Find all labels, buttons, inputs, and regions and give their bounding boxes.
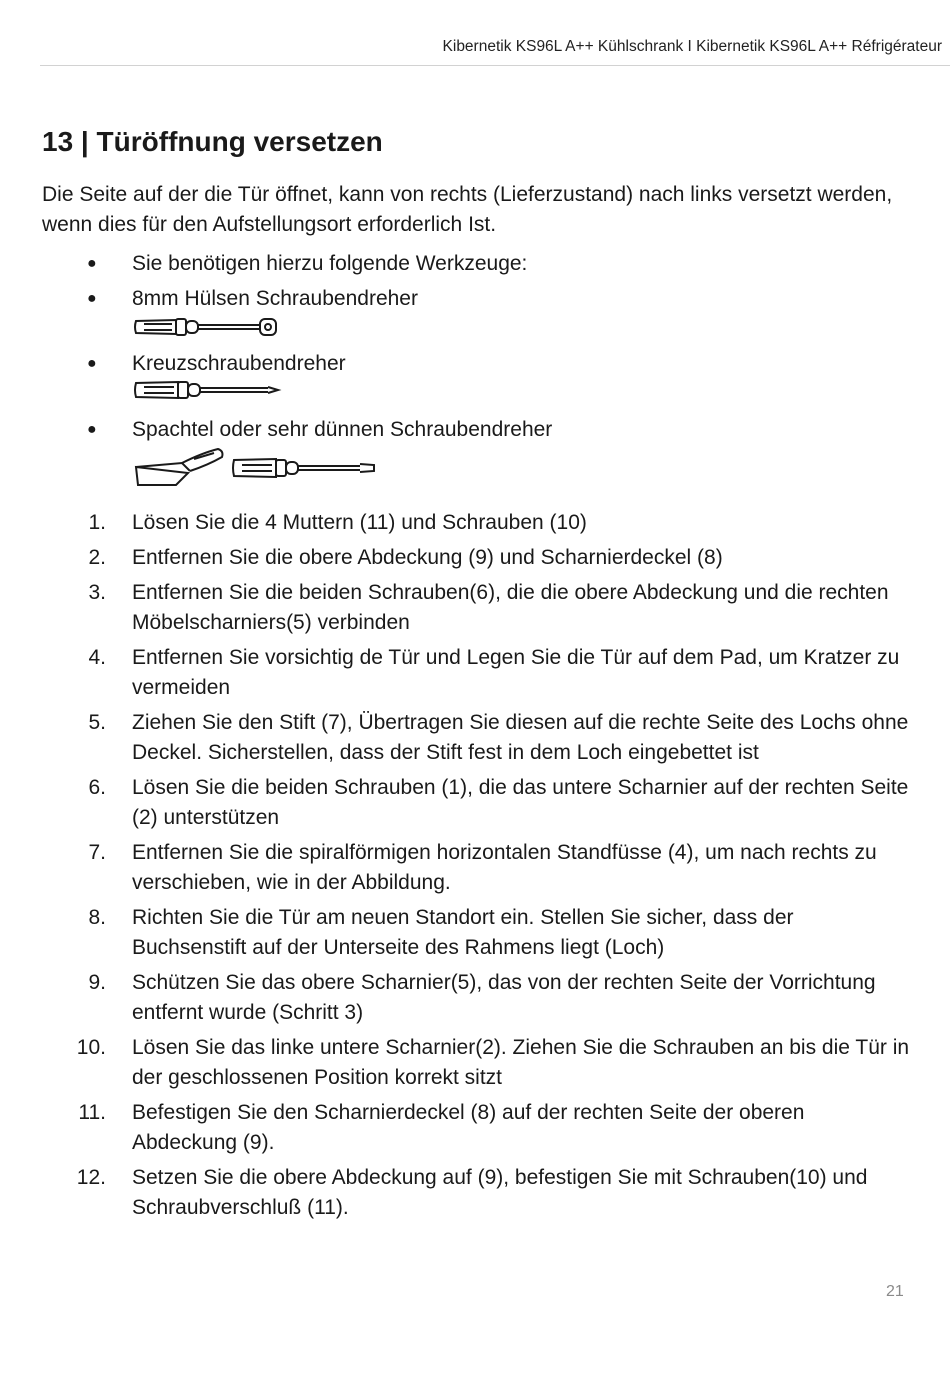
step-item (0, 508, 950, 538)
instruction-steps (0, 508, 950, 1228)
socket-screwdriver-icon (132, 312, 282, 342)
step-item (0, 838, 950, 898)
bullet-text: Spachtel oder sehr dünnen Schraubendreher (132, 418, 553, 441)
step-text: Ziehen Sie den Stift (7), Übertragen Sie diesen auf die rechte Seite des Lochs ohne Deckel. Sicherstellen, dass der Stift fest in dem Loch eingebettet ist (132, 711, 909, 764)
flat-screwdriver-icon (230, 453, 380, 483)
step-text: Entfernen Sie die obere Abdeckung (9) und Scharnierdeckel (8) (132, 546, 723, 569)
step-item (0, 543, 950, 573)
running-header: Kibernetik KS96L A++ Kühlschrank I Kibernetik KS96L A++ Réfrigérateur (442, 38, 942, 55)
step-number: 8. (88, 906, 106, 929)
spatula-icon (132, 443, 228, 491)
step-number: 7. (88, 841, 106, 864)
step-text: Entfernen Sie vorsichtig de Tür und Legen Sie die Tür auf dem Pad, um Kratzer zu vermeiden (132, 646, 900, 699)
step-item (0, 1163, 950, 1223)
step-item (0, 643, 950, 703)
step-text: Schützen Sie das obere Scharnier(5), das von der rechten Seite der Vorrichtung entfernt wurde (Schritt 3) (132, 971, 876, 1024)
step-item (0, 708, 950, 768)
step-number: 4. (88, 646, 106, 669)
step-number: 12. (76, 1166, 106, 1189)
step-item (0, 903, 950, 963)
intro-paragraph: Die Seite auf der die Tür öffnet, kann von rechts (Lieferzustand) nach links versetzt werden, wenn dies für den Aufstellungsort erforderlich Ist. (42, 183, 893, 236)
step-item (0, 578, 950, 638)
step-text: Richten Sie die Tür am neuen Standort ein. Stellen Sie sicher, dass der Buchsenstift auf der Unterseite des Rahmens liegt (Loch) (132, 906, 794, 959)
step-text: Lösen Sie das linke untere Scharnier(2). Ziehen Sie die Schrauben an bis die Tür in der geschlossenen Position korrekt sitzt (132, 1036, 910, 1089)
step-item (0, 1033, 950, 1093)
step-item (0, 1098, 950, 1158)
bullet-text: Kreuzschraubendreher (132, 352, 346, 375)
section-title: 13 | Türöffnung versetzen (42, 126, 383, 157)
bullet-marker: ● (87, 255, 97, 272)
bullet-marker: ● (87, 421, 97, 438)
page-number: 21 (886, 1283, 904, 1300)
step-number: 11. (78, 1101, 106, 1124)
step-text: Entfernen Sie die beiden Schrauben(6), die die obere Abdeckung und die rechten Möbelscharniers(5) verbinden (132, 581, 889, 634)
step-item (0, 968, 950, 1028)
step-number: 5. (88, 711, 106, 734)
step-text: Setzen Sie die obere Abdeckung auf (9), befestigen Sie mit Schrauben(10) und Schraubverschluß (11). (132, 1166, 868, 1219)
step-number: 3. (88, 581, 106, 604)
step-text: Lösen Sie die 4 Muttern (11) und Schrauben (10) (132, 511, 587, 534)
step-text: Befestigen Sie den Scharnierdeckel (8) auf der rechten Seite der oberen Abdeckung (9). (132, 1101, 805, 1154)
step-number: 2. (88, 546, 106, 569)
header-divider (40, 65, 950, 66)
bullet-marker: ● (87, 355, 97, 372)
step-text: Lösen Sie die beiden Schrauben (1), die das untere Scharnier auf der rechten Seite (2) unterstützen (132, 776, 909, 829)
bullet-marker: ● (87, 290, 97, 307)
bullet-text: Sie benötigen hierzu folgende Werkzeuge: (132, 252, 528, 275)
step-number: 10. (76, 1036, 106, 1059)
phillips-screwdriver-icon (132, 377, 282, 403)
step-number: 6. (88, 776, 106, 799)
step-text: Entfernen Sie die spiralförmigen horizontalen Standfüsse (4), um nach rechts zu verschieben, wie in der Abbildung. (132, 841, 877, 894)
bullet-text: 8mm Hülsen Schraubendreher (132, 287, 418, 310)
step-item (0, 773, 950, 833)
step-number: 9. (88, 971, 106, 994)
step-number: 1. (88, 511, 106, 534)
